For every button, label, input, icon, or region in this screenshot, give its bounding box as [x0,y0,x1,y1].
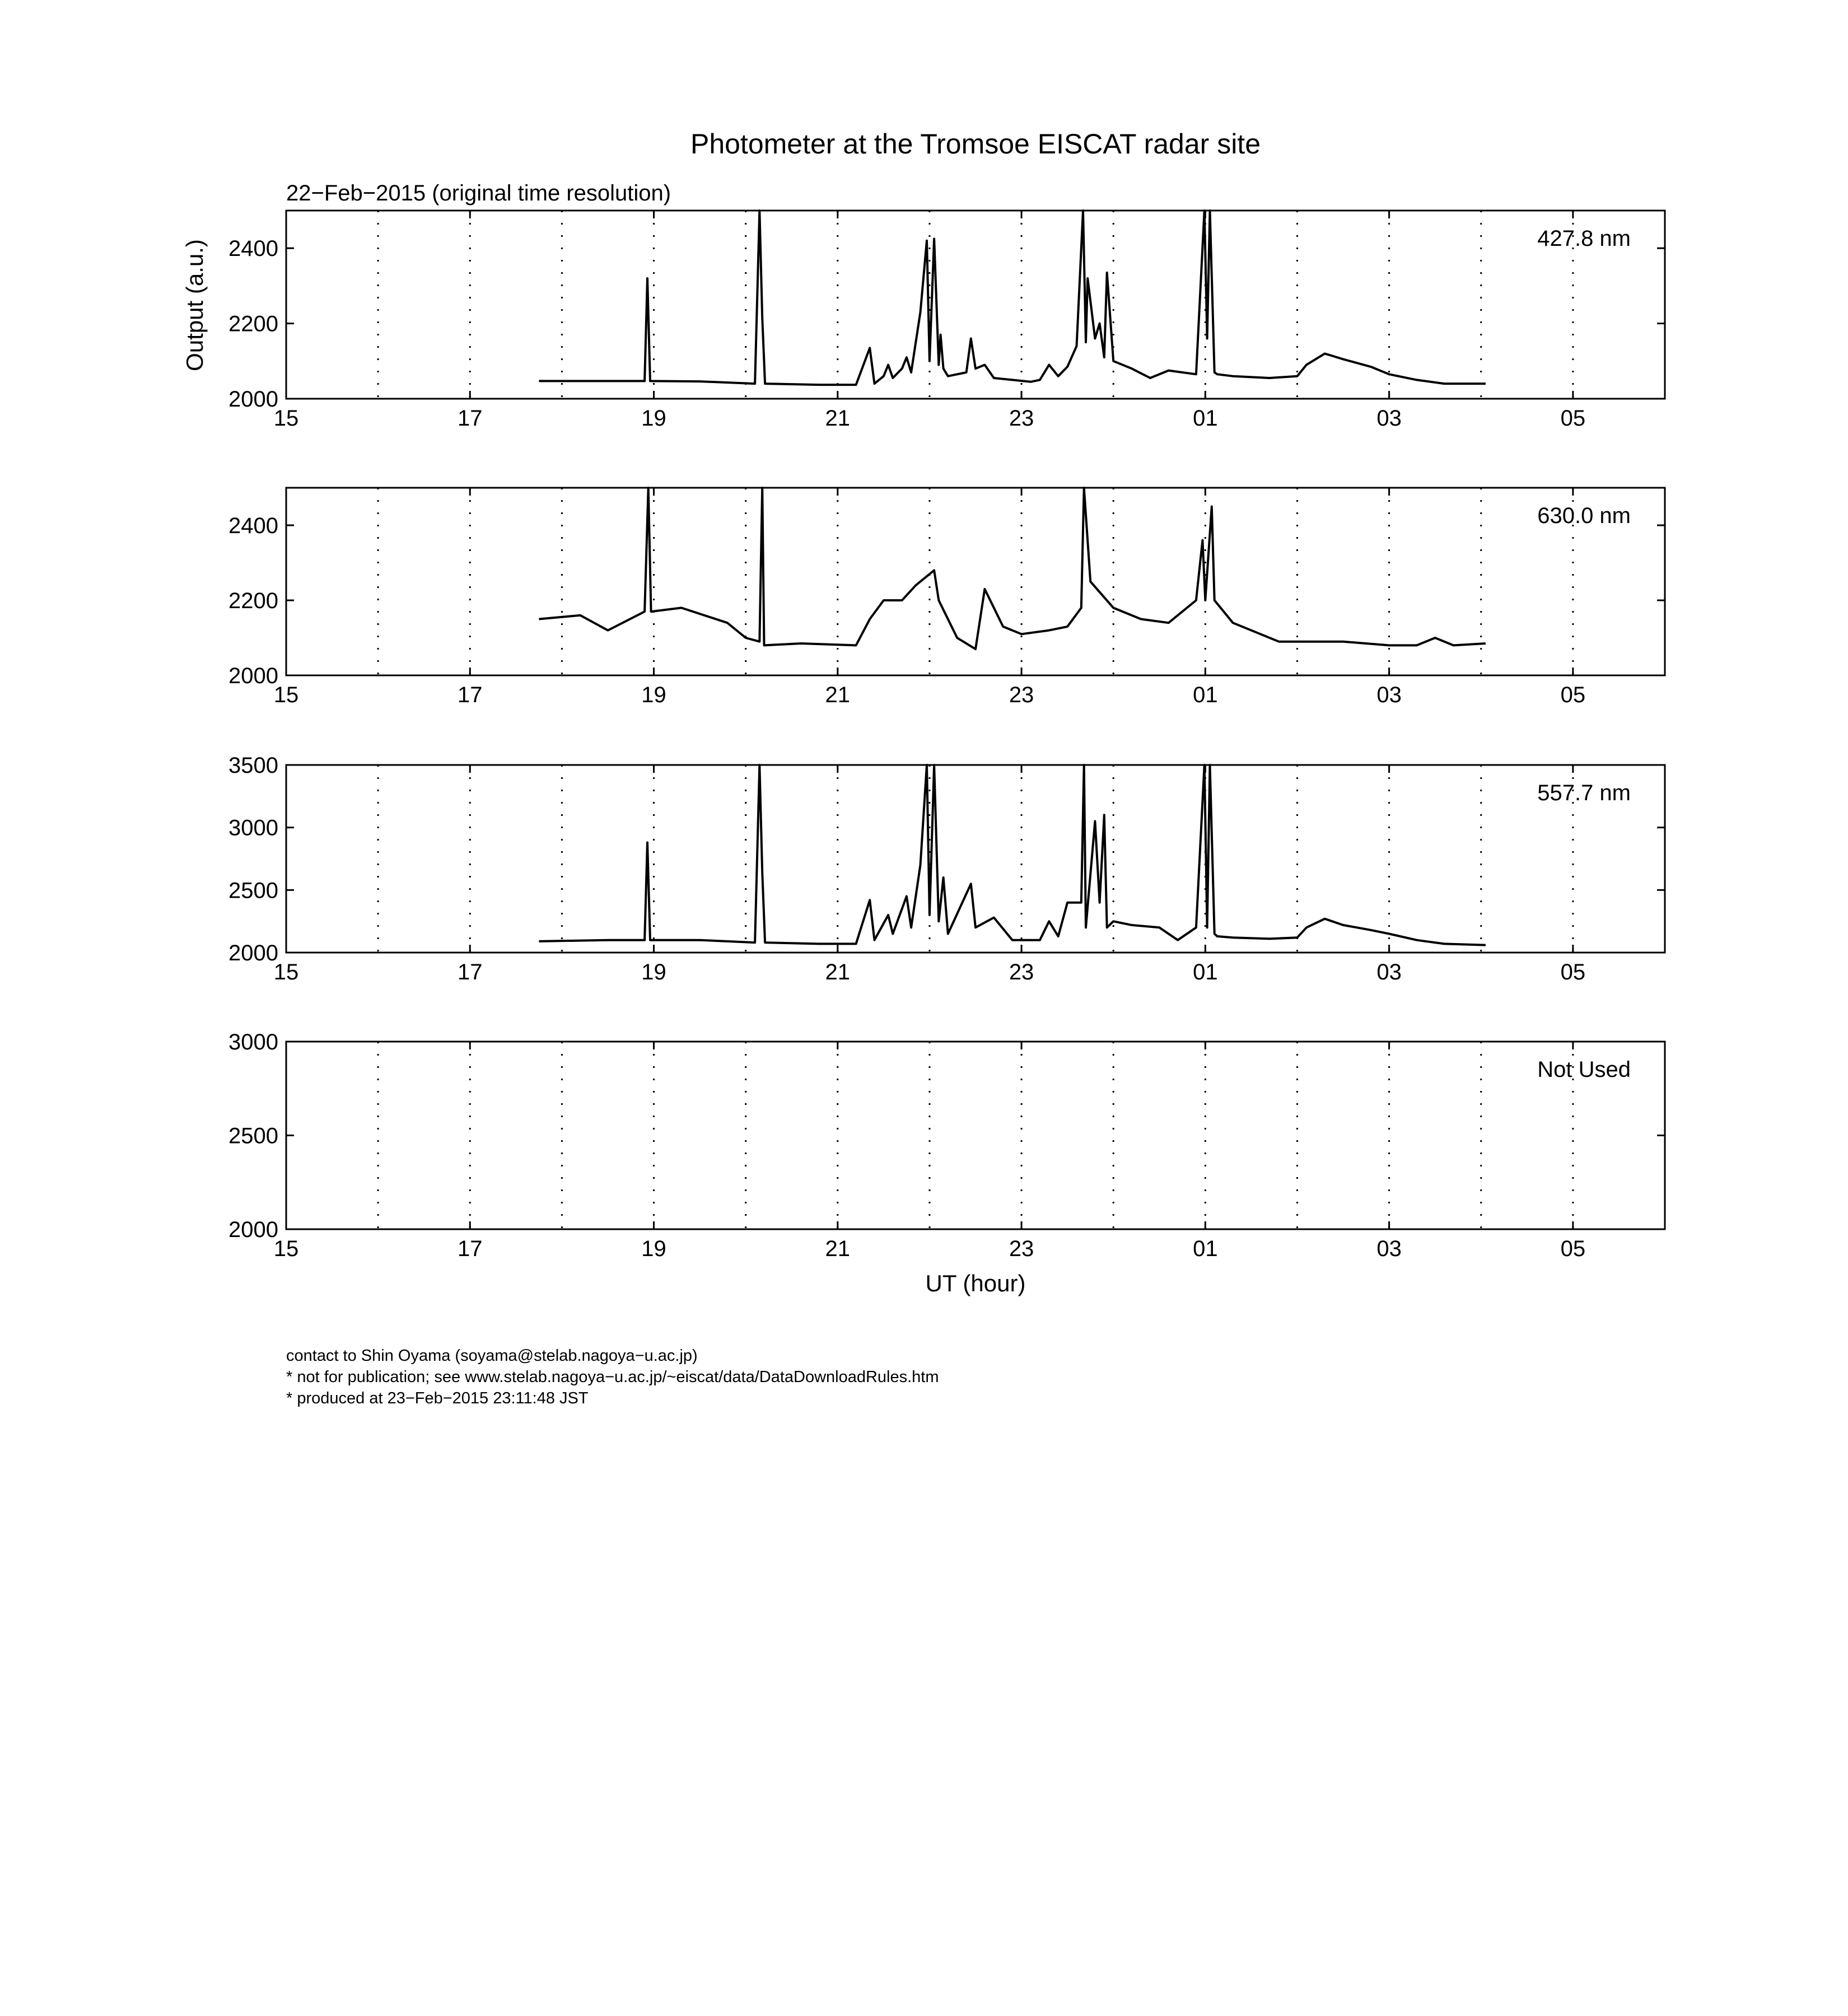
x-tick-label: 03 [1376,406,1402,431]
x-tick-label: 15 [273,406,299,431]
x-tick-label: 15 [273,683,299,707]
chart-title: Photometer at the Tromsoe EISCAT radar site [690,128,1261,160]
chart-subtitle: 22−Feb−2015 (original time resolution) [286,181,671,206]
x-tick-label: 23 [1009,683,1034,707]
panel-not-used [228,1030,1665,1261]
y-tick-label: 2200 [228,311,278,337]
x-tick-label: 05 [1560,683,1586,707]
x-tick-label: 19 [641,683,666,707]
panel-427-8nm [228,211,1665,431]
panels [228,211,1665,1261]
panel-630-0nm [228,488,1665,707]
x-tick-label: 05 [1560,960,1586,984]
x-tick-label: 01 [1193,406,1218,431]
y-tick-label: 2500 [228,1123,278,1149]
x-tick-label: 21 [825,683,851,707]
panel-label: 630.0 nm [1537,503,1631,528]
y-tick-label: 2000 [228,1217,278,1242]
x-tick-label: 23 [1009,406,1034,431]
x-tick-label: 23 [1009,1236,1034,1261]
x-tick-label: 23 [1009,960,1034,984]
x-tick-label: 03 [1376,683,1402,707]
footer-line: * produced at 23−Feb−2015 23:11:48 JST [286,1389,589,1407]
x-tick-label: 15 [273,1236,299,1261]
panel-label: 557.7 nm [1537,781,1631,805]
x-tick-label: 01 [1193,960,1218,984]
series-line [539,765,1485,945]
panel-label: 427.8 nm [1537,226,1631,251]
plot-frame [286,1042,1665,1229]
y-tick-label: 2000 [228,664,278,688]
x-tick-label: 19 [641,1236,666,1261]
y-tick-label: 3000 [228,1030,278,1054]
footer-line: * not for publication; see www.stelab.nagoya−u.ac.jp/~eiscat/data/DataDownloadRules.htm [286,1368,939,1386]
y-axis-label: Output (a.u.) [181,239,208,371]
x-tick-label: 21 [825,1236,851,1261]
plot-frame [286,211,1665,399]
x-tick-label: 17 [458,960,483,984]
y-tick-label: 2000 [228,941,278,965]
x-tick-label: 19 [641,960,666,984]
x-tick-label: 15 [273,960,299,984]
y-tick-label: 3000 [228,815,278,841]
footer-line: contact to Shin Oyama (soyama@stelab.nagoya−u.ac.jp) [286,1347,698,1365]
y-tick-label: 2500 [228,878,278,903]
x-tick-label: 17 [458,1236,483,1261]
y-tick-label: 2400 [228,514,278,538]
x-tick-label: 05 [1560,1236,1586,1261]
x-tick-label: 19 [641,406,666,431]
x-tick-label: 21 [825,960,851,984]
series-line [539,488,1485,649]
x-tick-label: 03 [1376,1236,1402,1261]
y-tick-label: 2200 [228,589,278,613]
y-tick-label: 2400 [228,236,278,262]
x-tick-label: 17 [458,683,483,707]
series-line [539,211,1485,385]
x-axis-label: UT (hour) [925,1270,1026,1296]
x-tick-label: 21 [825,406,851,431]
x-tick-label: 05 [1560,406,1586,431]
panel-label: Not Used [1537,1057,1631,1082]
x-tick-label: 03 [1376,960,1402,984]
y-tick-label: 2000 [228,387,278,412]
footer-notes [286,1347,939,1407]
x-tick-label: 17 [458,406,483,431]
x-tick-label: 01 [1193,683,1218,707]
panel-557-7nm [228,753,1665,984]
y-tick-label: 3500 [228,753,278,778]
x-tick-label: 01 [1193,1236,1218,1261]
